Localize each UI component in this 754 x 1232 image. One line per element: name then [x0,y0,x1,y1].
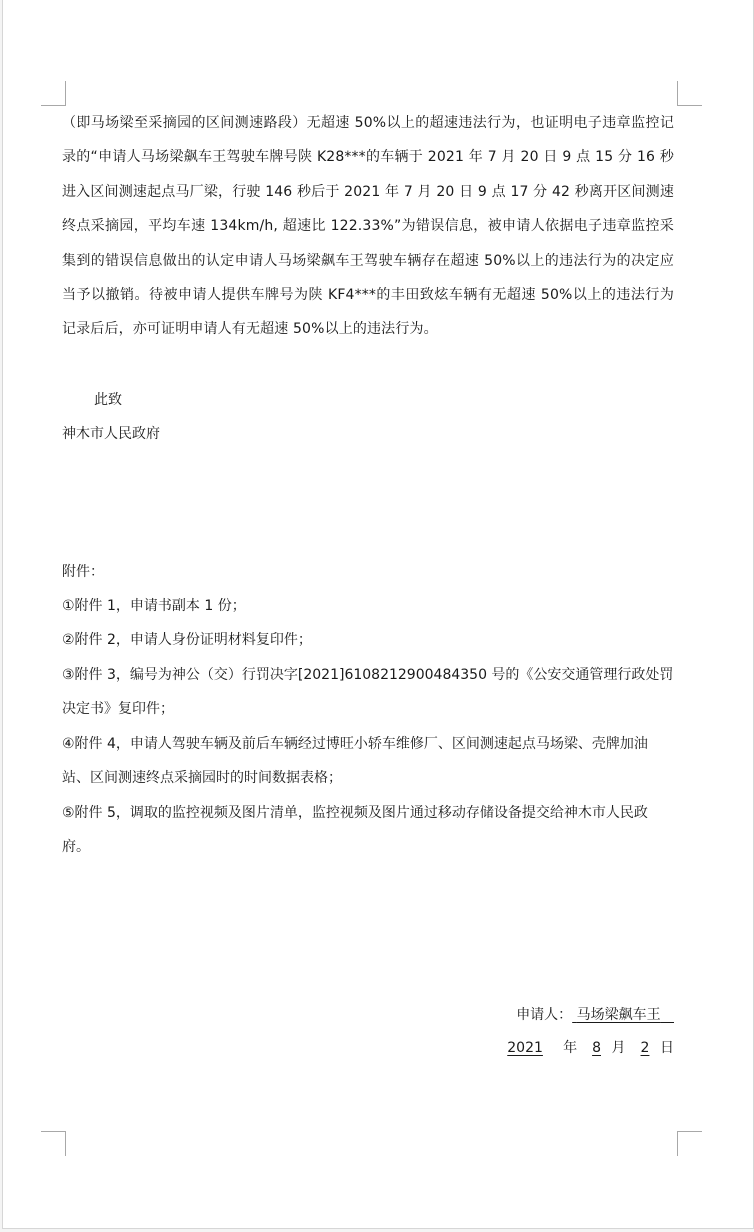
date-day: 2 [640,1040,650,1056]
applicant-name: 马场梁飙车王 [576,1007,661,1023]
margin-corner-mark [677,1131,702,1156]
attachment-item: ⑤附件 5，调取的监控视频及图片清单，监控视频及图片通过移动存储设备提交给神木市人民政府。 [62,804,648,855]
date-day-unit: 日 [660,1040,674,1056]
document-body [62,106,674,864]
salutation: 此致 [94,391,122,408]
attachments-title: 附件： [62,563,104,580]
attachment-item: ④附件 4，申请人驾驶车辆及前后车辆经过博旺小轿车维修厂、区间测速起点马场梁、壳牌加油站、区间测速终点采摘园时的时间数据表格； [62,735,648,787]
margin-corner-mark [677,81,702,106]
signature-block [487,999,674,1065]
date-month-unit: 月 [611,1040,626,1056]
applicant-line [487,999,674,1032]
body-paragraph: （即马场梁至采摘园的区间测速路段）无超速 50%以上的超速违法行为，也证明电子违章监控记录的“申请人马场梁飙车王驾驶车牌号陕 K28***的车辆于 2021 年 7 月 20 日 9 点 15 分 16 秒进入区间测速起点马厂梁，行驶 146 秒后于 2021 年 7 月 20 日 9 点 17 分 42 秒离开区间测速终点采摘园，平均车速 134km/h, 超速比 122.33%”为错误信息，被申请人依据电子违章监控采集到的错误信息做出的认定申请人马场梁飙车王驾驶车辆存在超速 50%以上的违法行为的决定应当予以撤销。待被申请人提供车牌号为陕 KF4***的丰田致炫车辆有无超速 50%以上的违法行为记录后后，亦可证明申请人有无超速 50%以上的违法行为。 [62,115,674,338]
attachment-item: ①附件 1，申请书副本 1 份； [62,598,246,615]
applicant-label: 申请人： [516,1007,573,1023]
date-month: 8 [592,1040,601,1056]
date-year: 2021 [507,1040,543,1056]
margin-corner-mark [41,1131,66,1156]
date-year-unit: 年 [563,1040,578,1056]
attachment-item: ③附件 3，编号为神公（交）行罚决字[2021]6108212900484350 号的《公安交通管理行政处罚决定书》复印件； [62,666,674,718]
attachment-item: ②附件 2，申请人身份证明材料复印件； [62,632,312,649]
recipient: 神木市人民政府 [62,426,160,443]
margin-corner-mark [41,81,66,106]
date-line [487,1032,674,1065]
